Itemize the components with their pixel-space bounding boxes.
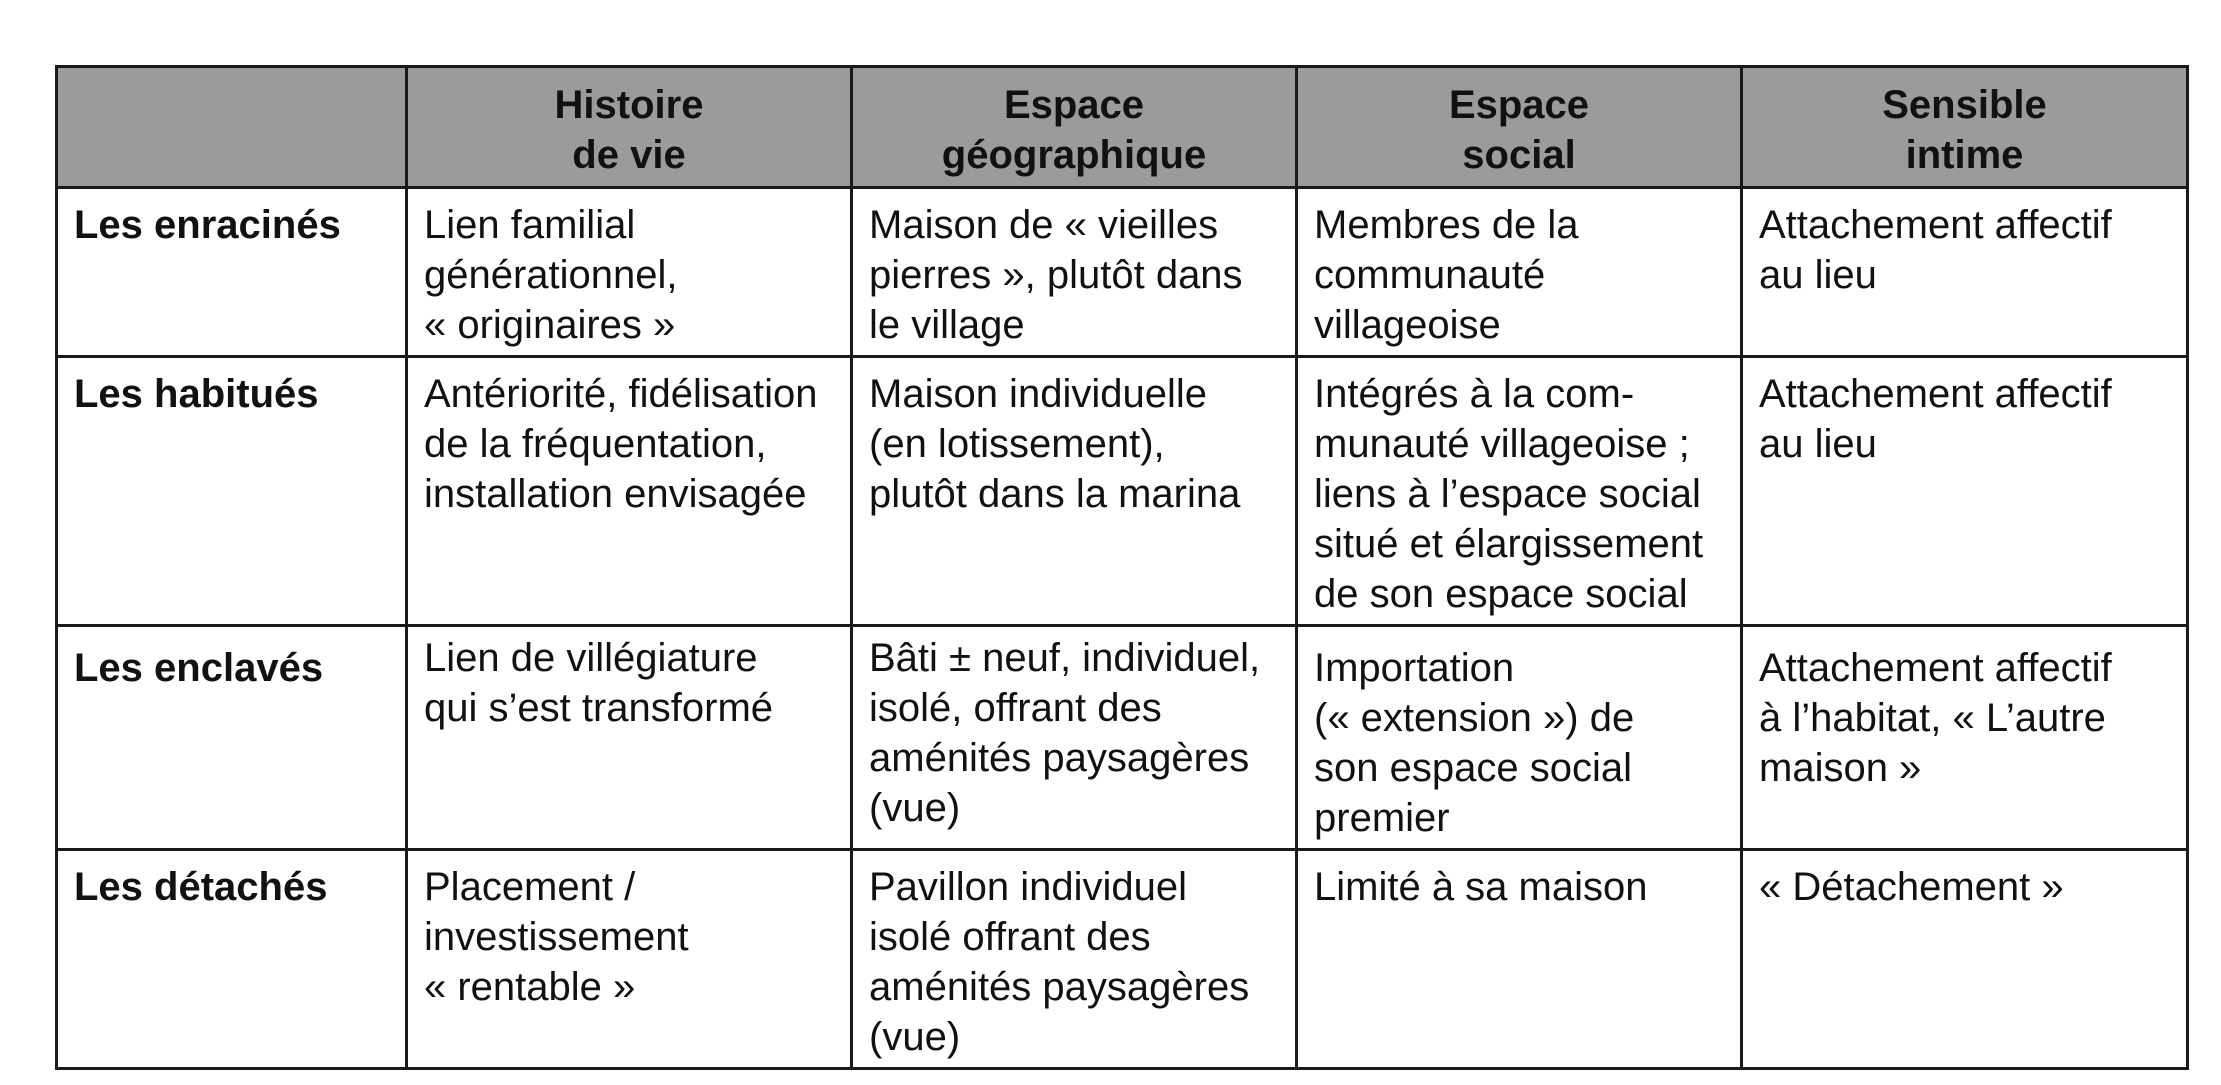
row-label-detaches: Les détachés: [57, 850, 407, 1069]
cell-sensible-intime: Attachement affectif au lieu: [1742, 188, 2188, 357]
row-label-habitues: Les habitués: [57, 357, 407, 626]
cell-histoire-de-vie: Lien familial générationnel, « originaires »: [407, 188, 852, 357]
header-row: [57, 67, 2188, 188]
cell-sensible-intime: Attachement affectif au lieu: [1742, 357, 2188, 626]
row-label-enracines: Les enracinés: [57, 188, 407, 357]
row-label-enclaves: Les enclavés: [57, 626, 407, 850]
typology-table-container: [55, 65, 2186, 1070]
header-sensible-intime: Sensible intime: [1742, 67, 2188, 188]
cell-histoire-de-vie: Antériorité, fidélisation de la fréquentation, installation envisagée: [407, 357, 852, 626]
cell-espace-geographique: Maison de « vieilles pierres », plutôt dans le village: [852, 188, 1297, 357]
header-corner-cell: [57, 67, 407, 188]
cell-espace-social: Membres de la communauté villageoise: [1297, 188, 1742, 357]
typology-table: [55, 65, 2189, 1070]
cell-espace-social: Limité à sa maison: [1297, 850, 1742, 1069]
cell-sensible-intime: « Détachement »: [1742, 850, 2188, 1069]
cell-espace-social: Importation (« extension ») de son espace social premier: [1297, 626, 1742, 850]
table-row-enracines: [57, 188, 2188, 357]
table-row-detaches: [57, 850, 2188, 1069]
cell-espace-geographique: Bâti ± neuf, individuel, isolé, offrant des aménités paysagères (vue): [852, 626, 1297, 850]
cell-espace-social: Intégrés à la com- munauté villageoise ; liens à l’espace social situé et élargissement de son espace social: [1297, 357, 1742, 626]
table-row-habitues: [57, 357, 2188, 626]
cell-histoire-de-vie: Lien de villégiature qui s’est transformé: [407, 626, 852, 850]
header-histoire-de-vie: Histoire de vie: [407, 67, 852, 188]
cell-espace-geographique: Maison individuelle (en lotissement), plutôt dans la marina: [852, 357, 1297, 626]
cell-histoire-de-vie: Placement / investissement « rentable »: [407, 850, 852, 1069]
cell-espace-geographique: Pavillon individuel isolé offrant des aménités paysagères (vue): [852, 850, 1297, 1069]
header-espace-social: Espace social: [1297, 67, 1742, 188]
table-row-enclaves: [57, 626, 2188, 850]
header-espace-geographique: Espace géographique: [852, 67, 1297, 188]
cell-sensible-intime: Attachement affectif à l’habitat, « L’autre maison »: [1742, 626, 2188, 850]
